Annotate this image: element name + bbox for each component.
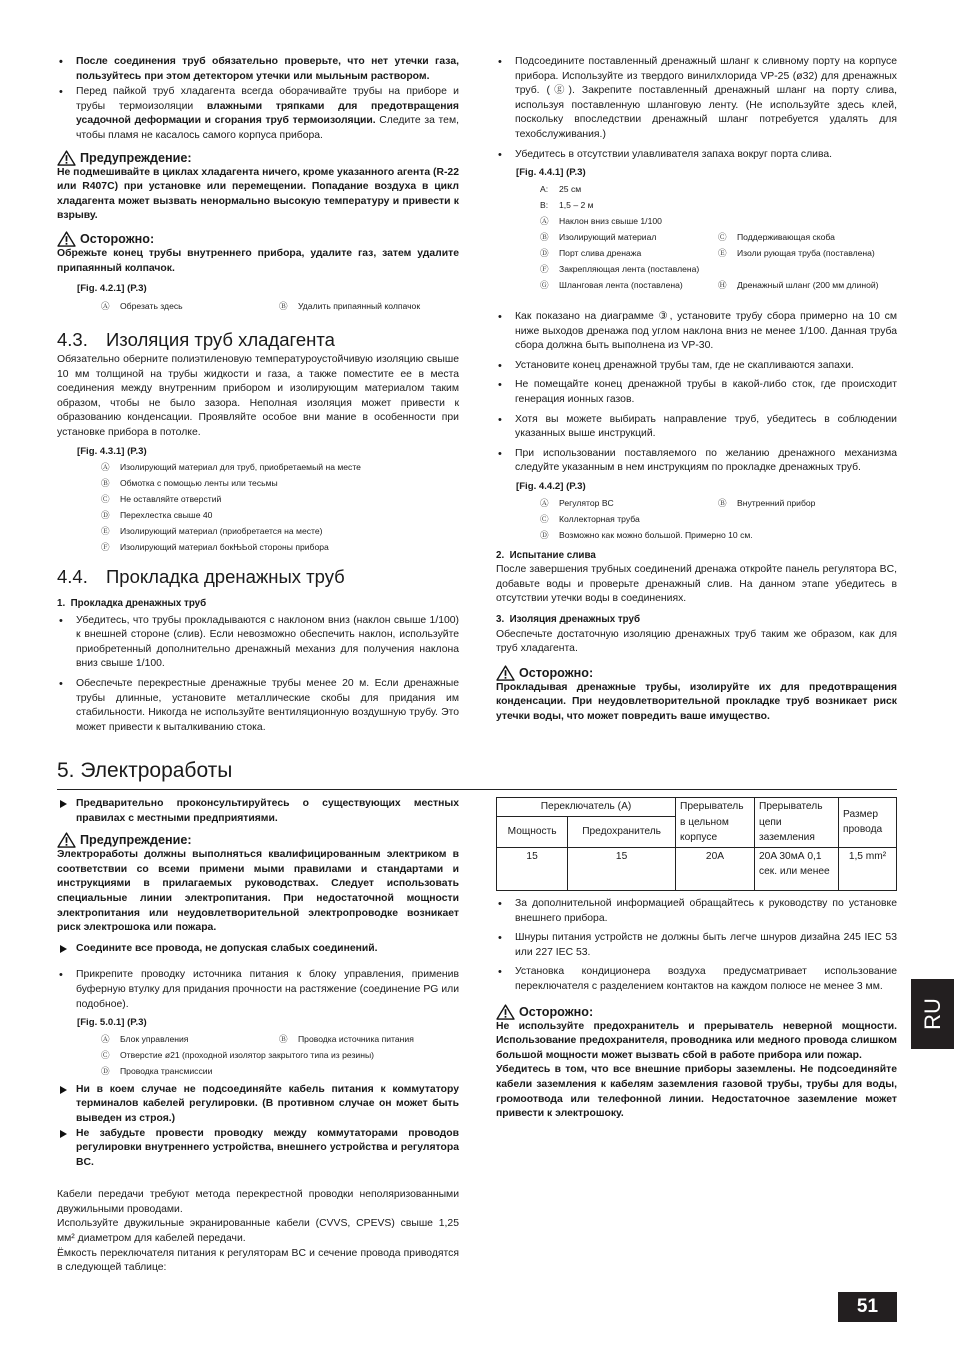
table-header-wire-size: Размер провода [839, 798, 897, 848]
page-number [838, 1292, 897, 1322]
page-number-label: 51 [856, 1296, 879, 1317]
section-title: Изоляция труб хладагента [106, 329, 335, 350]
subheading-drain-test: 2. Испытание слива [496, 549, 596, 561]
legend-key: Ⓐ [540, 215, 549, 226]
legend-key: Ⓒ [101, 1049, 110, 1060]
legend-key: Ⓒ [540, 513, 549, 524]
legend-text: 1,5 – 2 м [559, 199, 594, 210]
wiring-table [496, 797, 897, 891]
subheading-drain-piping: 1. Прокладка дренажных труб [57, 598, 207, 609]
fig-label-442: [Fig. 4.4.2] (P.3) [516, 480, 586, 492]
bullet-drain-slope: • Убедитесь, что трубы прокладываются с наклоном вниз (наклон свыше 1/100) к внешней стороне (слив). Если невозможно обеспечить наклон, используйте приобретенный дополнительно дренажный механиз для получения наклона вниз свыше 1/100. [57, 614, 459, 672]
arrow-item-control-wiring: Не забудьте провести проводку между коммутаторами проводов регулировки внутреннего устройства, внешнего устройства и регулятора BC. [57, 1127, 459, 1171]
caution-text-3a: Не используйте предохранитель и прерыватель неверной мощности. Использование предохранителя, проводника или медного провода слишком большой мощности может вызвать сбой в работе прибора или пожар. [496, 1020, 897, 1061]
caution-heading-3 [496, 1004, 897, 1020]
language-tab-label: RU [919, 998, 945, 1030]
legend-key: Ⓕ [101, 542, 110, 553]
section-4-3-text: Обязательно оберните полиэтиленовую температуроустойчивую изоляцию свыше 10 мм толщиной на трубы жидкости и газа, а также поместите ее в места соединения между внутренним прибором и изолирующим материалом таким образом, чтобы не было зазора. Неполная изоляция может привести к образованию конденсации. Проявляйте особое вни мание в особенности при установке прибора в потолке. [57, 354, 459, 438]
legend-key: A: [540, 183, 549, 194]
section-divider [57, 789, 897, 790]
warning-title-2: Предупреждение: [80, 833, 192, 848]
legend-text: Изолирующий материал бокЊЬой стороны прибора [120, 542, 329, 553]
right-column-mid [496, 310, 897, 724]
legend-text: Обрезать здесь [120, 300, 183, 311]
warning-text-2: Электроработы должны выполняться квалифицированным электриком в соответствии со всеми примени мыми правилами и стандартами и инструкциями в прилагаемых руководствах. Следует использовать специальные линии электропитания. При недостаточной мощности электропитания или неудовлетворительной электропроводке возникает риск электрошока или пожара. [57, 849, 459, 934]
legend-text: Перехлестка свыше 40 [120, 510, 213, 521]
section-number: 4.3. [57, 329, 88, 350]
section-number: 4.4. [57, 566, 88, 587]
legend-text: Обмотка с помощью ленты или тесьмы [120, 478, 278, 489]
bullet-drain-length: • Обеспечьте перекрестные дренажные трубы менее 20 м. Если дренажные трубы длинные, установите металлические скобы для придания им стабильности. Никогда не используйте вентиляционную воздушную трубу. Это может привести к выталкиванию стока. [57, 677, 459, 735]
legend-text: Возможно как можно большой. Примерно 10 см. [559, 529, 753, 540]
legend-key: Ⓒ [101, 494, 110, 505]
bullet-brazing-post: Следите за тем, чтобы пламя не касалось самого корпуса прибора. [76, 115, 459, 141]
legend-key: Ⓐ [540, 497, 549, 508]
bullet-power-cords: • Шнуры питания устройств не должны быть легче шнуров дизайна 245 IEC 53 или 227 IEC 53. [496, 931, 897, 960]
table-header-switch: Переключатель (A) [497, 798, 676, 817]
warning-triangle-icon [57, 832, 76, 848]
paragraph-transmission-cables: Кабели передачи требуют метода перекрестной проводки неполяризованными двужильными проводами. [57, 1189, 459, 1215]
legend-key: Ⓐ [101, 1033, 110, 1044]
legend-text: Дренажный шланг (200 мм длиной) [737, 279, 879, 290]
right-column-top [496, 55, 897, 293]
legend-text: Шланговая лента (поставлена) [559, 279, 683, 290]
legend-key: Ⓓ [540, 247, 549, 258]
legend-key: Ⓑ [279, 1033, 288, 1044]
fig-legend-421 [101, 298, 459, 314]
legend-key: Ⓒ [718, 231, 727, 242]
bullet-collector-pipe: • Как показано на диаграмме ③, установите трубу сбора примерно на 10 см ниже выходов дренажа под углом наклона вниз не менее 1/100. Данная труба сбора должна быть выполнена из VP-30. [496, 310, 897, 354]
legend-text: Порт слива дренажа [559, 247, 642, 258]
legend-text: Поддерживающая скоба [737, 231, 835, 242]
legend-text: Изоли рующая труба (поставлена) [737, 247, 875, 258]
legend-key: Ⓓ [101, 510, 110, 521]
table-cell-wire-size: 1,5 mm² [839, 847, 897, 890]
bullet-leak-check [57, 55, 459, 84]
bullet-drain-mechanism: • При использовании поставляемого по желанию дренажного механизма следуйте указанным в нем инструкциям по прокладке дренажных труб. [496, 447, 897, 476]
fig-legend-431 [101, 459, 459, 555]
legend-text: Изолирующий материал (приобретается на месте) [120, 526, 323, 537]
legend-key: Ⓑ [279, 300, 288, 311]
section-heading-5: 5. Электроработы [57, 759, 233, 782]
legend-text: Изолирующий материал [559, 231, 657, 242]
legend-key: Ⓖ [540, 279, 549, 290]
section-5-left [57, 797, 459, 1276]
legend-text: Проводка источника питания [298, 1033, 414, 1044]
bullet-drain-end: • Установите конец дренажной трубы там, где не скапливаются запахи. [496, 359, 897, 374]
bullet-direction: • Хотя вы можете выбирать направление труб, убедитесь в соблюдении указанных выше инструкций. [496, 413, 897, 442]
legend-key: Ⓕ [540, 263, 549, 274]
drain-test-text: После завершения трубных соединений дренажа откройте панель регулятора BC, добавьте воды и проверьте дренажный слив. На данном этапе убедитесь в отсутствии утечки воды в соединениях. [496, 564, 897, 605]
caution-text-2: Прокладывая дренажные трубы, изолируйте их для предотвращения конденсации. При неудовлетворительной прокладке труб возникает риск утечки воды, что может повредить ваше имущество. [496, 681, 897, 722]
legend-text: Не оставляйте отверстий [120, 494, 222, 505]
section-heading-4-3 [57, 329, 459, 351]
warning-triangle-icon [496, 665, 515, 681]
table-cell-fuse: 15 [568, 847, 676, 890]
legend-key: Ⓑ [101, 478, 110, 489]
bullet-brazing [57, 85, 459, 143]
legend-key: Ⓔ [718, 247, 727, 258]
section-5-right [496, 897, 897, 1122]
fig-label-431: [Fig. 4.3.1] (P.3) [77, 445, 147, 457]
bullet-odor-trap: • Убедитесь в отсутствии улавливателя запаха вокруг порта слива. [496, 148, 897, 163]
wiring-table-wrap [496, 797, 897, 891]
drain-insulation-text: Обеспечьте достаточную изоляцию дренажных труб таким же образом, как для труб хладагента. [496, 628, 897, 655]
caution-title-2: Осторожно: [519, 665, 594, 680]
fig-legend-501 [101, 1031, 459, 1079]
warning-heading-1 [57, 150, 459, 166]
table-header-leakage-breaker: Прерыватель цепи заземления [755, 798, 839, 848]
fig-label-441: [Fig. 4.4.1] (P.3) [516, 167, 586, 179]
legend-text: Регулятор BC [559, 497, 614, 508]
caution-title-1: Осторожно: [80, 231, 155, 246]
section-title: Прокладка дренажных труб [106, 566, 345, 587]
bullet-ionic-gas: • Не помещайте конец дренажной трубы в какой-либо сток, где происходит генерация ионных газов. [496, 378, 897, 407]
legend-text: Проводка трансмиссии [120, 1065, 213, 1076]
caution-title-3: Осторожно: [519, 1004, 594, 1019]
bullet-outdoor-manual: • За дополнительной информацией обращайтесь к руководству по установке внешнего прибора. [496, 897, 897, 926]
section-4-3 [57, 329, 459, 555]
legend-text: Блок управления [120, 1033, 189, 1044]
bullet-switch-gap: • Установка кондиционера воздуха предусматривает использование переключателя с разделением контактов на каждом полюсе не менее 3 мм. [496, 965, 897, 994]
paragraph-table-intro: Ёмкость переключателя питания к регуляторам BC и сечение провода приводятся в следующей таблице: [57, 1247, 459, 1274]
warning-text-1: Не подмешивайте в циклах хладагента ничего, кроме указанного агента (R-22 или R407C) при установке или перемещении. Попадание воздуха в цикл хладагента может вызвать ненормально высокую температуру и привести к взрыву. [57, 166, 459, 222]
paragraph-shielded-cables: Используйте двужильные экранированные кабели (CVVS, CPEVS) свыше 1,25 мм² диаметром для кабелей передачи. [57, 1218, 459, 1245]
fig-label-421: [Fig. 4.2.1] (P.3) [77, 283, 147, 295]
caution-text-1: Обрежьте конец трубы внутреннего прибора, удалите газ, затем удалите припаянный колпачок. [57, 247, 459, 274]
legend-key: Ⓑ [540, 231, 549, 242]
caution-heading-2 [496, 665, 897, 681]
fig-legend-441 [540, 181, 897, 293]
legend-key: Ⓔ [101, 526, 110, 537]
legend-key: Ⓐ [101, 462, 110, 473]
table-cell-breaker: 20A [676, 847, 755, 890]
legend-text: Удалить припаянный колпачок [298, 300, 421, 311]
legend-text: Изолирующий материал для труб, приобретаемый на месте [120, 462, 361, 473]
table-cell-capacity: 15 [497, 847, 568, 890]
arrow-item-local-rules: Предварительно проконсультируйтесь о существующих местных правилах с местными предприятиями. [57, 797, 459, 826]
caution-text-3b: Убедитесь в том, что все внешние приборы заземлены. Не подсоединяйте кабели заземления к кабелям заземления газовой трубы, трубы для воды, громоотвода или телефонной линии. Недостаточное заземление может привести к электрошоку. [496, 1064, 897, 1120]
legend-key: Ⓓ [540, 529, 549, 540]
warning-title-1: Предупреждение: [80, 150, 192, 165]
table-header-capacity: Мощность [497, 816, 568, 847]
section-heading-4-4 [57, 566, 459, 588]
warning-triangle-icon [57, 231, 76, 247]
arrow-item-terminal: Ни в коем случае не подсоединяйте кабель питания к коммутатору терминалов кабелей регулировки. (В противном случае он может быть выведен из строя.) [57, 1083, 459, 1127]
bullet-power-wiring: • Прикрепите проводку источника питания к блоку управления, применив буферную втулку для придания прочности на растяжение (соединение PG или подобное). [57, 968, 459, 1012]
language-tab [911, 979, 954, 1049]
legend-key: B: [540, 199, 549, 210]
legend-text: Отверстие ø21 (проходной изолятор закрытого типа из резины) [120, 1049, 374, 1060]
arrow-item-connections: Соедините все провода, не допуская слабых соединений. [57, 942, 459, 957]
bullet-brazing-bold: влажными тряпками для предотвращения усадочной деформации и сгорания труб термоизоляции. [76, 100, 459, 127]
legend-key: Ⓗ [718, 279, 727, 290]
fig-label-501: [Fig. 5.0.1] (P.3) [77, 1017, 147, 1029]
legend-text: Внутренний прибор [737, 497, 816, 508]
legend-text: 25 см [559, 183, 582, 194]
legend-key: Ⓐ [101, 300, 110, 311]
bullet-drain-hose: • Подсоедините поставленный дренажный шланг к сливному порту на корпусе прибора. Используйте из твердого винилхлорида VP-25 (ø32) для дренажных труб. (ⓖ). Закрепите поставленный дренажный шланг на порту слива, используя поставленную шланговую ленту. (Не используйте здесь клей, поскольку впоследствии дренажный шланг потребуется удалять для техобслуживания.) [496, 55, 897, 143]
bullet-leak-check-text: После соединения труб обязательно проверьте, что нет утечки газа, пользуйтесь при этом детектором утечки или мыльным раствором. [76, 56, 459, 82]
legend-key: Ⓑ [718, 497, 727, 508]
legend-key: Ⓓ [101, 1065, 110, 1076]
table-cell-leakage-breaker: 20A 30мА 0,1 сек. или менее [755, 847, 839, 890]
legend-text: Коллекторная труба [559, 513, 640, 524]
bullet-brazing-pre: Перед пайкой труб хладагента всегда оборачивайте трубы на приборе и трубы термоизоляции [76, 86, 459, 112]
left-column-top [57, 55, 459, 314]
legend-text: Закрепляющая лента (поставлена) [559, 263, 700, 274]
legend-text: Наклон вниз свыше 1/100 [559, 215, 662, 226]
subheading-drain-insulation: 3. Изоляция дренажных труб [496, 613, 641, 625]
fig-legend-442 [540, 495, 897, 543]
table-header-fuse: Предохранитель [568, 816, 676, 847]
warning-triangle-icon [496, 1004, 515, 1020]
warning-triangle-icon [57, 150, 76, 166]
table-header-breaker: Прерыватель в цельном корпусе [676, 798, 755, 848]
caution-heading-1 [57, 231, 459, 247]
warning-heading-2 [57, 832, 459, 848]
section-4-4 [57, 566, 459, 735]
